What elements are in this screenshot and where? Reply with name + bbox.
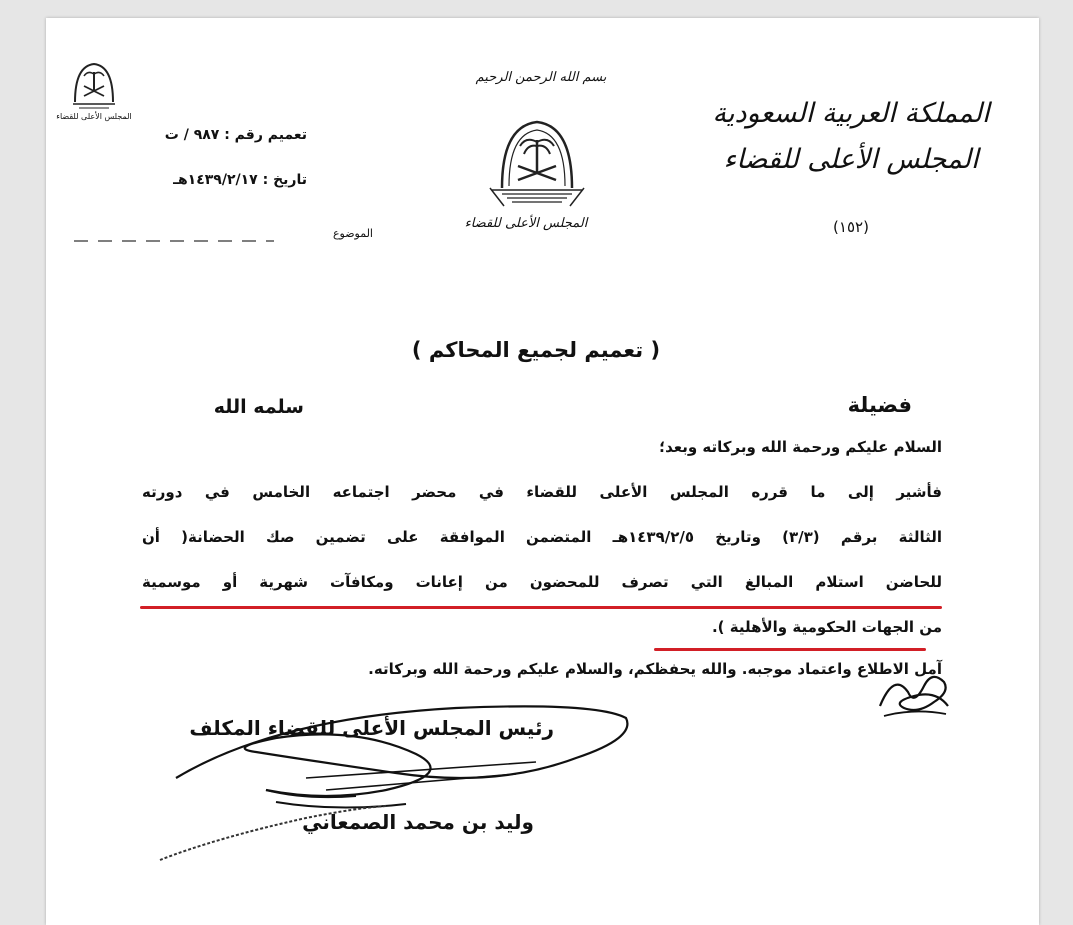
palm-swords-emblem-icon — [482, 118, 592, 213]
initials-scribble — [874, 662, 954, 722]
signer-title: رئيس المجلس الأعلى للقضاء المكلف — [189, 716, 554, 740]
body-line-1: فأشير إلى ما قرره المجلس الأعلى للقضاء في محضر اجتماعه الخامس في دورته — [142, 483, 942, 501]
salutation: فضيلة — [847, 393, 912, 417]
subject-label: الموضوع — [332, 227, 373, 240]
document-title: ( تعميم لجميع المحاكم ) — [411, 338, 661, 362]
circular-date: تاريخ : ١٤٣٩/٢/١٧هـ — [173, 172, 307, 188]
national-emblem-icon — [71, 62, 117, 110]
basmala: بسم الله الرحمن الرحيم — [475, 70, 607, 85]
body-line-2: الثالثة برقم (٣/٣) وتاريخ ١٤٣٩/٢/٥هـ المتضمن الموافقة على تضمين صك الحضانة( أن — [142, 528, 943, 546]
council-heading: المجلس الأعلى للقضاء — [723, 144, 979, 175]
letterhead-number: (١٥٢) — [833, 218, 869, 236]
circular-number: تعميم رقم : ٩٨٧ / ت — [164, 127, 307, 143]
redacted-subject — [74, 236, 274, 246]
body-line-4: من الجهات الحكومية والأهلية ). — [711, 618, 942, 636]
small-emblem-caption: المجلس الأعلى للقضاء — [56, 112, 132, 121]
signer-name: وليد بن محمد الصمعاني — [302, 810, 534, 834]
highlight-underline — [140, 606, 942, 609]
kingdom-heading: المملكة العربية السعودية — [712, 98, 990, 129]
document-page — [46, 18, 1039, 925]
emblem-caption: المجلس الأعلى للقضاء — [464, 216, 588, 231]
highlight-underline — [654, 648, 926, 651]
greeting: السلام عليكم ورحمة الله وبركاته وبعد؛ — [659, 438, 942, 456]
signature-scribble — [156, 678, 646, 868]
closing-line: آمل الاطلاع واعتماد موجبه. والله يحفظكم، والسلام عليكم ورحمة الله وبركاته. — [368, 660, 942, 678]
body-line-3: للحاضن استلام المبالغ التي تصرف للمحضون من إعانات ومكافآت شهرية أو موسمية — [142, 573, 942, 591]
honorific: سلمه الله — [213, 396, 304, 418]
